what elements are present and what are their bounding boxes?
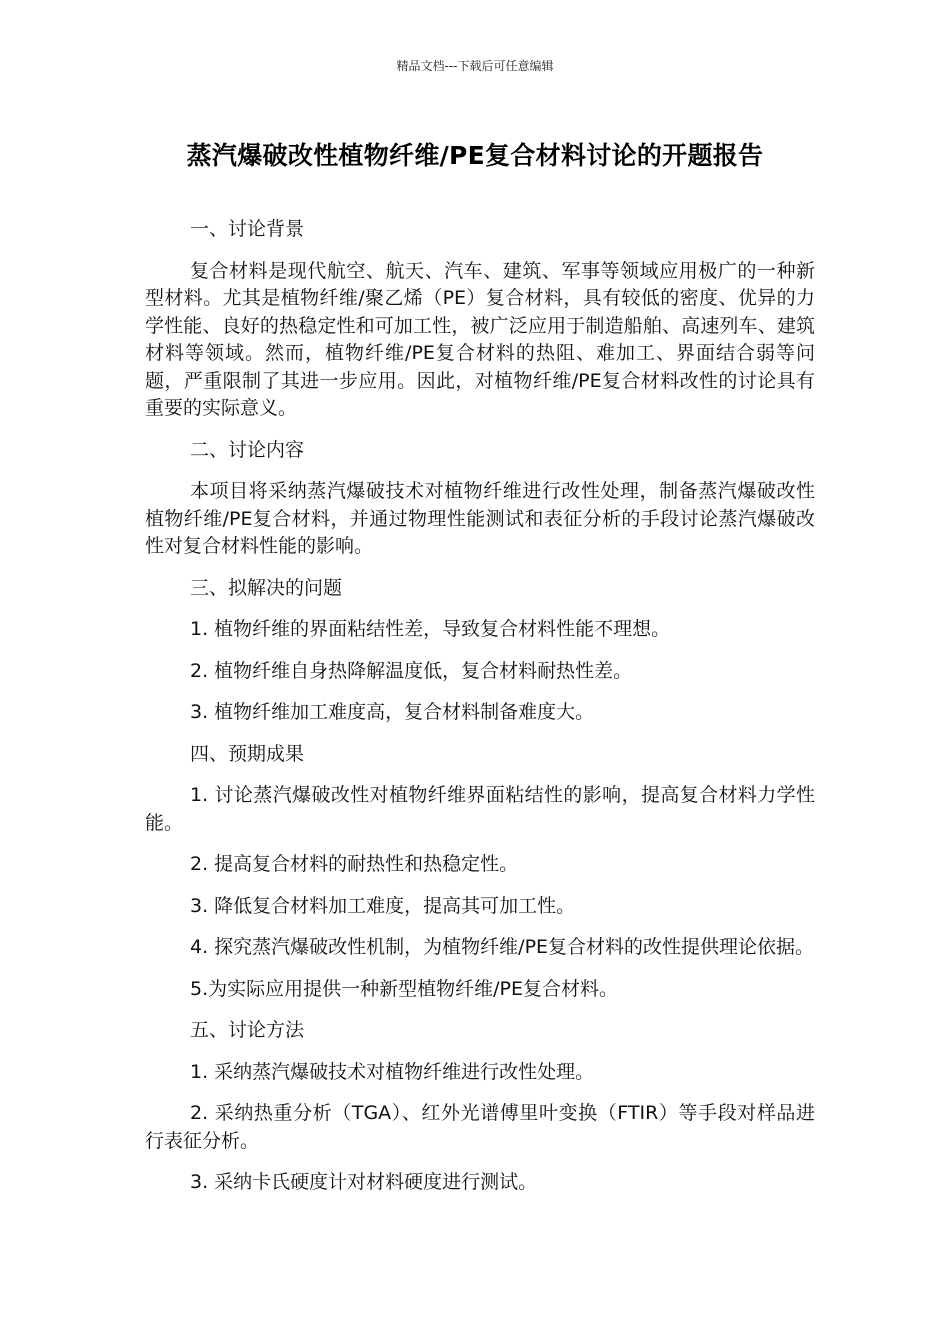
list-item-outcome-2: 2. 提高复合材料的耐热性和热稳定性。 bbox=[190, 853, 519, 875]
section-heading-outcomes: 四、预期成果 bbox=[190, 742, 305, 765]
list-item-problem-2: 2. 植物纤维自身热降解温度低，复合材料耐热性差。 bbox=[190, 659, 633, 682]
list-item-outcome-3: 3. 降低复合材料加工难度，提高其可加工性。 bbox=[190, 894, 576, 917]
paragraph-background: 复合材料是现代航空、航天、汽车、建筑、军事等领域应用极广的一种新型材料。尤其是植物纤维/聚乙烯（PE）复合材料，具有较低的密度、优异的力学性能、良好的热稳定性和可加工性，被广泛应用于制造船舶、高速列车、建筑材料等领域。然而，植物纤维/PE复合材料的热阻、难加工、界面结合弱等问题，严重限制了其进一步应用。因此，对植物纤维/PE复合材料改性的讨论具有重要的实际意义。 bbox=[145, 259, 815, 419]
section-heading-content: 二、讨论内容 bbox=[190, 438, 305, 461]
list-item-problem-1: 1. 植物纤维的界面粘结性差，导致复合材料性能不理想。 bbox=[190, 618, 671, 640]
paragraph-content: 本项目将采纳蒸汽爆破技术对植物纤维进行改性处理，制备蒸汽爆破改性植物纤维/PE复合材料，并通过物理性能测试和表征分析的手段讨论蒸汽爆破改性对复合材料性能的影响。 bbox=[145, 480, 815, 557]
list-item-problem-3: 3. 植物纤维加工难度高，复合材料制备难度大。 bbox=[190, 701, 595, 723]
list-item-outcome-5: 5.为实际应用提供一种新型植物纤维/PE复合材料。 bbox=[190, 977, 618, 1000]
page-header: 精品文档---下载后可任意编辑 bbox=[396, 59, 554, 73]
list-item-outcome-4: 4. 探究蒸汽爆破改性机制，为植物纤维/PE复合材料的改性提供理论依据。 bbox=[190, 936, 815, 958]
list-item-outcome-1: 1. 讨论蒸汽爆破改性对植物纤维界面粘结性的影响，提高复合材料力学性能。 bbox=[145, 784, 815, 834]
list-item-method-1: 1. 采纳蒸汽爆破技术对植物纤维进行改性处理。 bbox=[190, 1060, 595, 1083]
list-item-method-3: 3. 采纳卡氏硬度计对材料硬度进行测试。 bbox=[190, 1171, 538, 1193]
document-title: 蒸汽爆破改性植物纤维/PE复合材料讨论的开题报告 bbox=[186, 141, 764, 170]
section-heading-problems: 三、拟解决的问题 bbox=[190, 576, 343, 599]
list-item-method-2: 2. 采纳热重分析（TGA）、红外光谱傅里叶变换（FTIR）等手段对样品进行表征分析。 bbox=[145, 1102, 815, 1152]
section-heading-background: 一、讨论背景 bbox=[190, 218, 305, 240]
document-body bbox=[145, 216, 815, 1211]
section-heading-methods: 五、讨论方法 bbox=[190, 1019, 305, 1041]
